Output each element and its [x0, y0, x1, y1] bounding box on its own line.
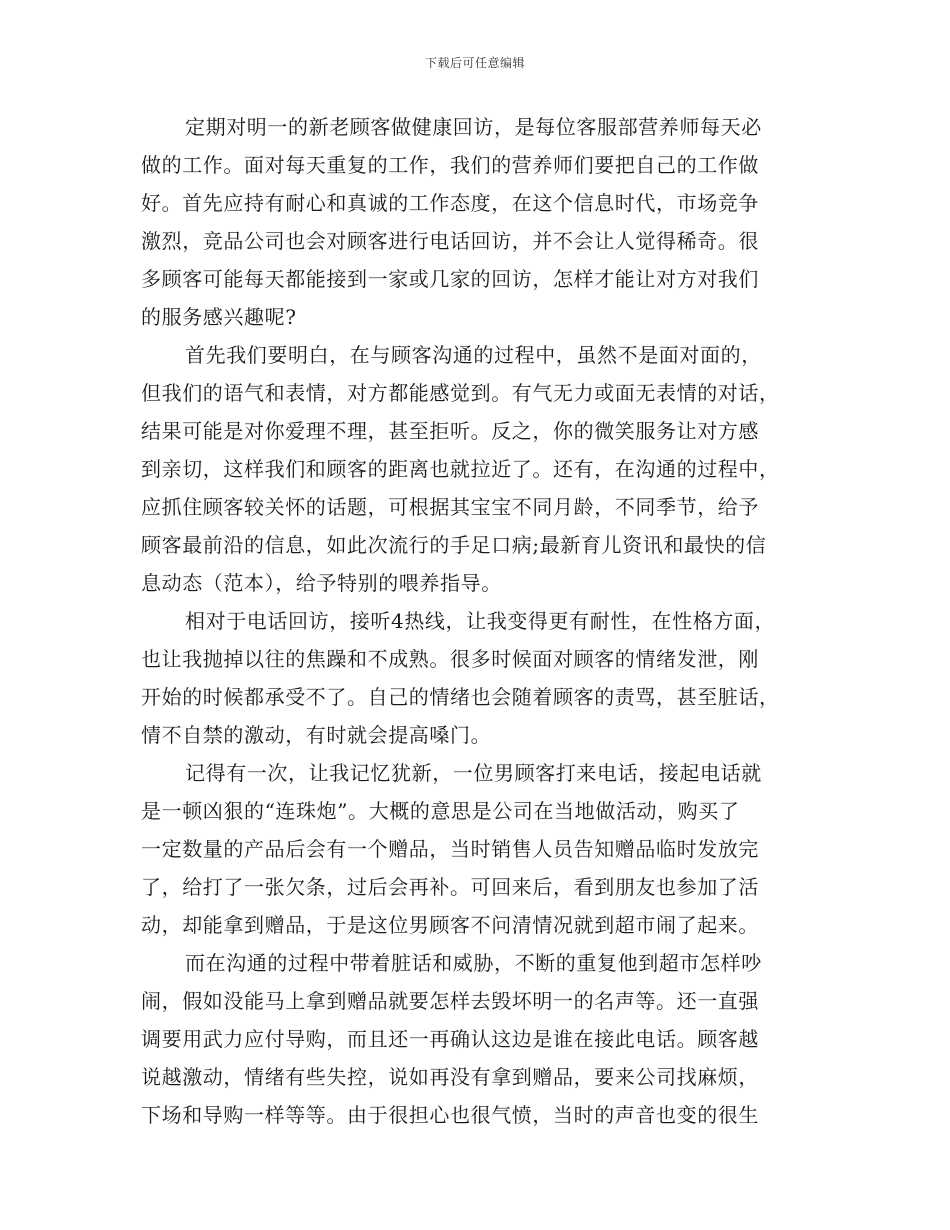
text-line: 好。首先应持有耐心和真诚的工作态度，在这个信息时代，市场竞争 — [141, 191, 759, 215]
text-line: 是一顿凶狠的“连珠炮”。大概的意思是公司在当地做活动，购买了 — [141, 799, 740, 823]
text-line: 动，却能拿到赠品，于是这位男顾客不问清情况就到超市闹了起来。 — [141, 913, 759, 937]
page-header: 下载后可任意编辑 — [424, 56, 525, 70]
document-body — [141, 108, 805, 1134]
text-line: 到亲切，这样我们和顾客的距离也就拉近了。还有，在沟通的过程中， — [141, 457, 780, 481]
text-line: 息动态（范本），给予特别的喂养指导。 — [141, 571, 502, 595]
text-line: 顾客最前沿的信息，如此次流行的手足口病;最新育儿资讯和最快的信 — [141, 533, 767, 557]
text-line: 也让我抛掉以往的焦躁和不成熟。很多时候面对顾客的情绪发泄，刚 — [141, 647, 759, 671]
text-line: 而在沟通的过程中带着脏话和威胁，不断的重复他到超市怎样吵 — [185, 951, 762, 975]
text-line: 情不自禁的激动，有时就会提高嗓门。 — [141, 723, 492, 747]
text-line: 激烈，竞品公司也会对顾客进行电话回访，并不会让人觉得稀奇。很 — [141, 229, 759, 253]
text-line: 一定数量的产品后会有一个赠品，当时销售人员告知赠品临时发放完 — [141, 837, 759, 861]
text-line: 的服务感兴趣呢? — [141, 305, 297, 329]
text-line: 应抓住顾客较关怀的话题，可根据其宝宝不同月龄，不同季节，给予 — [141, 495, 759, 519]
text-line: 做的工作。面对每天重复的工作，我们的营养师们要把自己的工作做 — [141, 153, 759, 177]
text-line: 下场和导购一样等等。由于很担心也很气愤，当时的声音也变的很生 — [141, 1103, 759, 1127]
text-line: 了，给打了一张欠条，过后会再补。可回来后，看到朋友也参加了活 — [141, 875, 759, 899]
text-line: 闹，假如没能马上拿到赠品就要怎样去毁坏明一的名声等。还一直强 — [141, 989, 759, 1013]
text-line: 记得有一次，让我记忆犹新，一位男顾客打来电话，接起电话就 — [185, 761, 762, 785]
text-line: 但我们的语气和表情，对方都能感觉到。有气无力或面无表情的对话， — [141, 381, 780, 405]
text-line: 定期对明一的新老顾客做健康回访，是每位客服部营养师每天必 — [185, 115, 762, 139]
text-line: 首先我们要明白，在与顾客沟通的过程中，虽然不是面对面的， — [185, 343, 762, 367]
text-line: 结果可能是对你爱理不理，甚至拒听。反之，你的微笑服务让对方感 — [141, 419, 759, 443]
text-line: 多顾客可能每天都能接到一家或几家的回访，怎样才能让对方对我们 — [141, 267, 759, 291]
text-line: 说越激动，情绪有些失控，说如再没有拿到赠品，要来公司找麻烦， — [141, 1065, 759, 1089]
text-line: 开始的时候都承受不了。自己的情绪也会随着顾客的责骂，甚至脏话， — [141, 685, 780, 709]
text-line: 调要用武力应付导购，而且还一再确认这边是谁在接此电话。顾客越 — [141, 1027, 759, 1051]
text-line: 相对于电话回访，接听4热线，让我变得更有耐性，在性格方面， — [185, 609, 776, 633]
